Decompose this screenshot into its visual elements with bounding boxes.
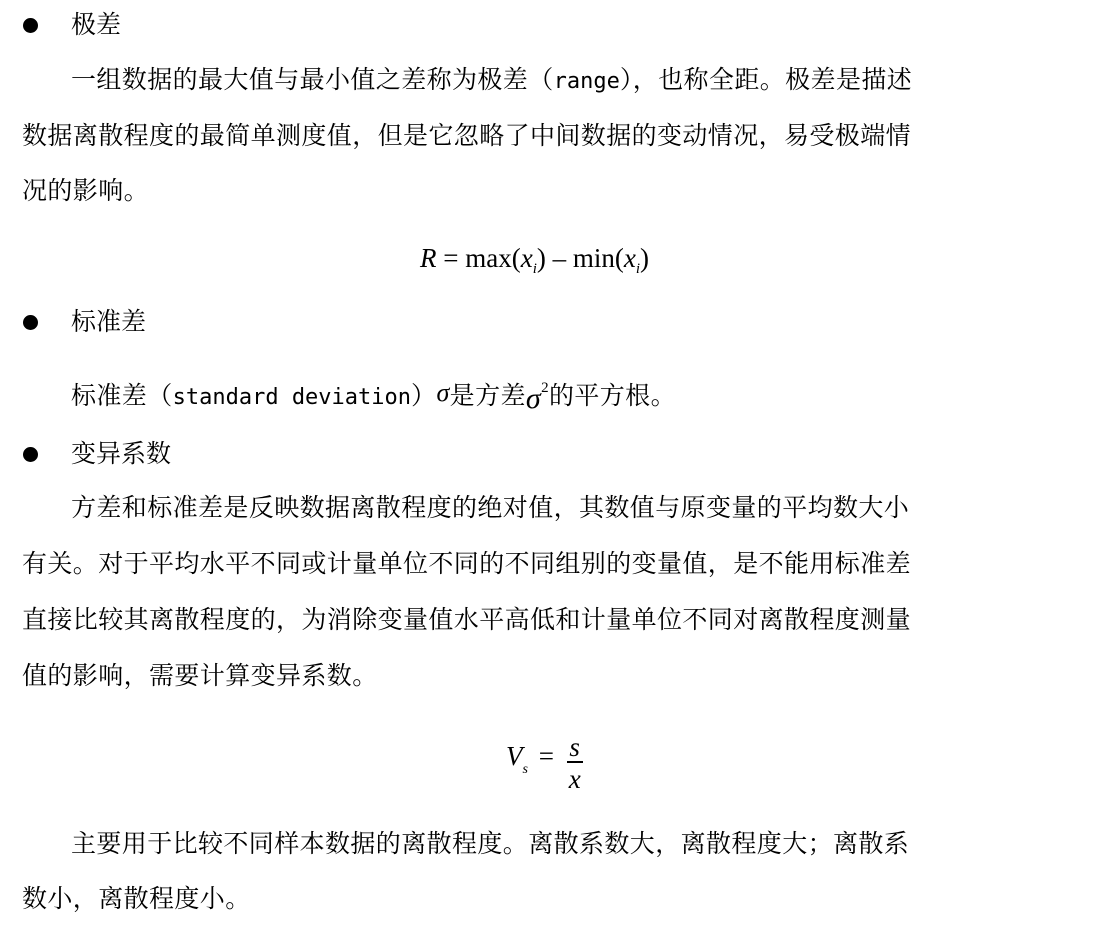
formula-operator: –	[552, 243, 567, 273]
fraction	[567, 733, 583, 793]
paragraph-line: 况的影响。	[22, 176, 150, 205]
bullet-icon	[23, 18, 38, 33]
paragraph-line	[71, 65, 912, 95]
text-span: 一组数据的最大值与最小值之差称为极差（	[71, 65, 554, 94]
text-span: 标准差（	[71, 381, 173, 410]
formula-paren: )	[640, 243, 650, 273]
paragraph-line: 有关。对于平均水平不同或计量单位不同的不同组别的变量值，是不能用标准差	[22, 549, 912, 578]
heading-text: 标准差	[71, 307, 147, 336]
formula-subscript: i	[532, 261, 537, 277]
superscript: 2	[541, 380, 549, 396]
paragraph-line: 主要用于比较不同样本数据的离散程度。离散系数大，离散程度大；离散系	[71, 829, 910, 858]
formula-symbol: V	[506, 741, 523, 771]
formula-symbol: R	[420, 243, 437, 273]
formula-function: max(	[465, 243, 521, 273]
text-span: ）	[411, 381, 437, 410]
formula-cv	[506, 733, 583, 793]
bullet-icon	[23, 447, 38, 462]
formula-subscript: i	[635, 261, 641, 277]
sigma-symbol: σ	[436, 378, 450, 407]
term-standard-deviation: standard deviation	[172, 385, 412, 410]
paragraph-line: 数据离散程度的最简单测度值，但是它忽略了中间数据的变动情况，易受极端情	[22, 121, 912, 150]
formula-variable: x	[623, 243, 636, 273]
formula-function: min(	[572, 243, 624, 273]
formula-operator: =	[443, 243, 459, 273]
heading-text: 变异系数	[71, 439, 172, 468]
formula-subscript: s	[522, 762, 528, 777]
text-span: 是方差	[449, 381, 526, 410]
paragraph-line	[71, 373, 676, 415]
fraction-numerator: s	[569, 732, 580, 762]
formula-paren: )	[536, 243, 546, 273]
sigma-symbol: σ	[525, 382, 542, 415]
paragraph-line: 数小，离散程度小。	[22, 884, 251, 913]
formula-operator: =	[538, 741, 554, 771]
paragraph-line: 值的影响，需要计算变异系数。	[22, 661, 378, 690]
paragraph-line: 方差和标准差是反映数据离散程度的绝对值，其数值与原变量的平均数大小	[71, 493, 910, 522]
bullet-icon	[23, 315, 38, 330]
text-span: 的平方根。	[548, 381, 676, 410]
formula-variable: x	[520, 243, 533, 273]
term-range: range	[553, 69, 620, 94]
text-span: ），也称全距。极差是描述	[619, 65, 913, 94]
paragraph-line: 直接比较其离散程度的，为消除变量值水平高低和计量单位不同对离散程度测量	[22, 605, 912, 634]
heading-text: 极差	[71, 10, 122, 39]
formula-range	[420, 243, 649, 284]
fraction-denominator: x	[567, 761, 583, 793]
